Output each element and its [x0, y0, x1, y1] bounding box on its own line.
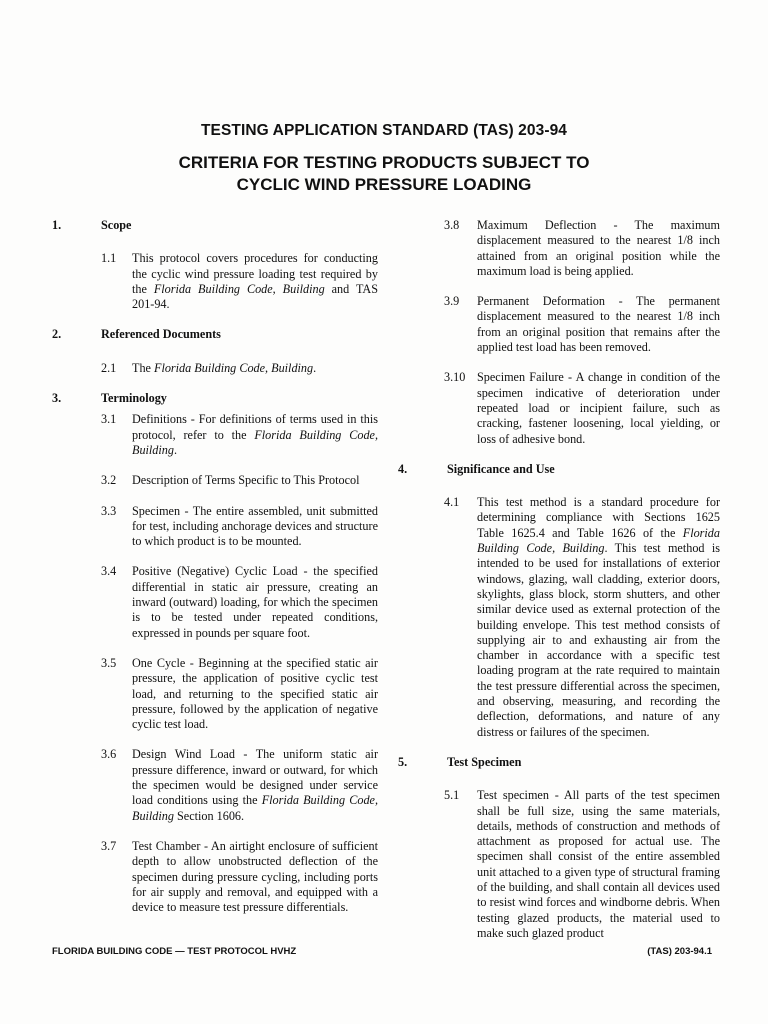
section-number: 5.: [398, 754, 408, 769]
section-title: Referenced Documents: [101, 327, 221, 342]
section-number: 3.: [52, 391, 62, 406]
paragraph-text: Specimen - The entire assembled, unit submitted for test, including anchorage devices and structure to which product is to be mounted.: [132, 503, 378, 549]
paragraph-number: 3.6: [101, 747, 117, 762]
section-number: 4.: [398, 461, 408, 476]
paragraph-text: Test Chamber - An airtight enclosure of sufficient depth to allow unobstructed deflection of the specimen during pressure cycling, including ports for air supply and removal, and equipped with a device to measure test pressure differentials.: [132, 838, 378, 915]
paragraph-text: .: [173, 442, 178, 457]
paragraph-number: 3.9: [444, 294, 460, 309]
title-line-1: CRITERIA FOR TESTING PRODUCTS SUBJECT TO: [178, 153, 590, 172]
paragraph-text: Positive (Negative) Cyclic Load - the specified differential in static air pressure, creating an inward (outward) loading, for which the specimen is to be tested under repeated conditions, expressed in pounds per square foot.: [132, 564, 378, 640]
paragraph-text: Description of Terms Specific to This Protocol: [132, 473, 360, 488]
section-title: Significance and Use: [447, 461, 555, 476]
right-column: [398, 218, 720, 956]
paragraph-text: Design Wind Load - The uniform static air pressure difference, inward or outward, for which the specimen would be designed under service load conditions using the: [132, 747, 378, 808]
section-4-heading: [398, 461, 720, 477]
paragraph-text: This test method is a standard procedure for determining compliance with Sections 1625 Table 1625.4 and Table 1626 of the: [477, 495, 720, 540]
fraction: 1/8: [677, 233, 693, 248]
paragraph-number: 3.3: [101, 503, 117, 518]
code-reference: Florida Building Code, Building: [154, 360, 314, 375]
footer-code-name: FLORIDA BUILDING CODE — TEST PROTOCOL HVHZ: [52, 946, 297, 957]
paragraph-4-1: [444, 495, 720, 740]
paragraph-3-9: [444, 294, 720, 355]
standard-heading: TESTING APPLICATION STANDARD (TAS) 203-94: [200, 122, 568, 139]
section-1-heading: [52, 218, 378, 233]
paragraph-number: 3.2: [101, 473, 117, 488]
section-title: Scope: [101, 218, 132, 232]
section-number: 1.: [52, 218, 62, 232]
fraction: 1/8: [677, 309, 693, 324]
paragraph-number: 3.1: [101, 412, 117, 427]
paragraph-5-1: [444, 788, 720, 941]
paragraph-number: 5.1: [444, 788, 460, 803]
paragraph-text: and TAS 201-94.: [132, 281, 378, 312]
section-5-heading: [398, 754, 720, 770]
code-reference: Florida Building Code, Building: [132, 793, 378, 823]
code-reference: Florida Building Code, Building: [477, 525, 720, 556]
paragraph-text: The: [132, 360, 154, 375]
paragraph-text: Definitions - For definitions of terms used in this protocol, refer to the: [132, 412, 378, 442]
paragraph-number: 2.1: [101, 360, 117, 375]
document-title: [0, 152, 768, 196]
left-column: [52, 218, 378, 930]
paragraph-3-8: [444, 218, 720, 279]
section-number: 2.: [52, 327, 62, 342]
paragraph-number: 3.7: [101, 838, 117, 853]
paragraph-3-7: [101, 838, 378, 915]
paragraph-2-1: [101, 360, 378, 376]
paragraph-3-2: [101, 473, 378, 488]
paragraph-number: 1.1: [101, 251, 117, 266]
paragraph-3-6: [101, 747, 378, 823]
paragraph-1-1: [101, 251, 378, 312]
section-3-heading: [52, 391, 378, 406]
paragraph-3-4: [101, 564, 378, 640]
section-title: Test Specimen: [447, 754, 522, 769]
paragraph-number: 3.10: [444, 370, 466, 385]
paragraph-text: inch attained from an original position while the maximum load is being applied.: [477, 233, 720, 278]
paragraph-text: This protocol covers procedures for conducting the cyclic wind pressure loading test required by the: [132, 251, 378, 296]
paragraph-3-10: [444, 370, 720, 446]
paragraph-3-3: [101, 503, 378, 550]
paragraph-text: Permanent Deformation - The permanent displacement measured to the nearest: [477, 294, 720, 324]
paragraph-number: 3.5: [101, 655, 117, 670]
paragraph-text: Maximum Deflection - The maximum displacement measured to the nearest: [477, 218, 720, 248]
title-line-2: CYCLIC WIND PRESSURE LOADING: [236, 175, 532, 194]
footer-page-number: (TAS) 203-94.1: [647, 946, 712, 957]
paragraph-text: Section 1606.: [173, 808, 245, 823]
paragraph-number: 4.1: [444, 495, 460, 510]
paragraph-text: .: [313, 360, 317, 375]
section-2-heading: [52, 327, 378, 342]
paragraph-3-5: [101, 655, 378, 732]
paragraph-number: 3.4: [101, 564, 117, 579]
paragraph-text: One Cycle - Beginning at the specified static air pressure, the application of positive cyclic test load, and returning to the specified static air pressure, followed by the application of negative cyclic test load.: [132, 655, 378, 732]
paragraph-3-1: [101, 412, 378, 458]
paragraph-text: Specimen Failure - A change in condition of the specimen indicative of deterioration under repeated load or incipient failure, such as cracking, fastener loosening, local yielding, or loss of adhesive bond.: [477, 370, 720, 446]
paragraph-text: . This test method is intended to be used for installations of exterior windows, glazing, wall cladding, exterior doors, skylights, glass block, storm shutters, and other similar device used as external protection of the building envelope. This test method consists of supplying air to and exhausting air from the chamber in accordance with a specific test loading program at the rate required to maintain the test pressure differential across the specimen, and observing, measuring, and recording the deflection, deformations, and nature of any distress or failures of the specimen.: [477, 541, 720, 739]
paragraph-text: inch from an original position that remains after the applied test load has been removed.: [477, 309, 720, 355]
paragraph-text: Test specimen - All parts of the test specimen shall be full size, using the same materials, details, methods of construction and methods of attachment as proposed for actual use. The specimen shall consist of the entire assembled unit attached to a given type of structural framing of the building, and shall contain all devices used to resist wind forces and windborne debris. When testing glazed products, the material used to make such glazed product: [477, 788, 720, 940]
code-reference: Florida Building Code, Building: [153, 281, 325, 296]
paragraph-number: 3.8: [444, 218, 460, 232]
section-title: Terminology: [101, 391, 167, 406]
code-reference: Florida Building Code, Building: [132, 427, 378, 457]
